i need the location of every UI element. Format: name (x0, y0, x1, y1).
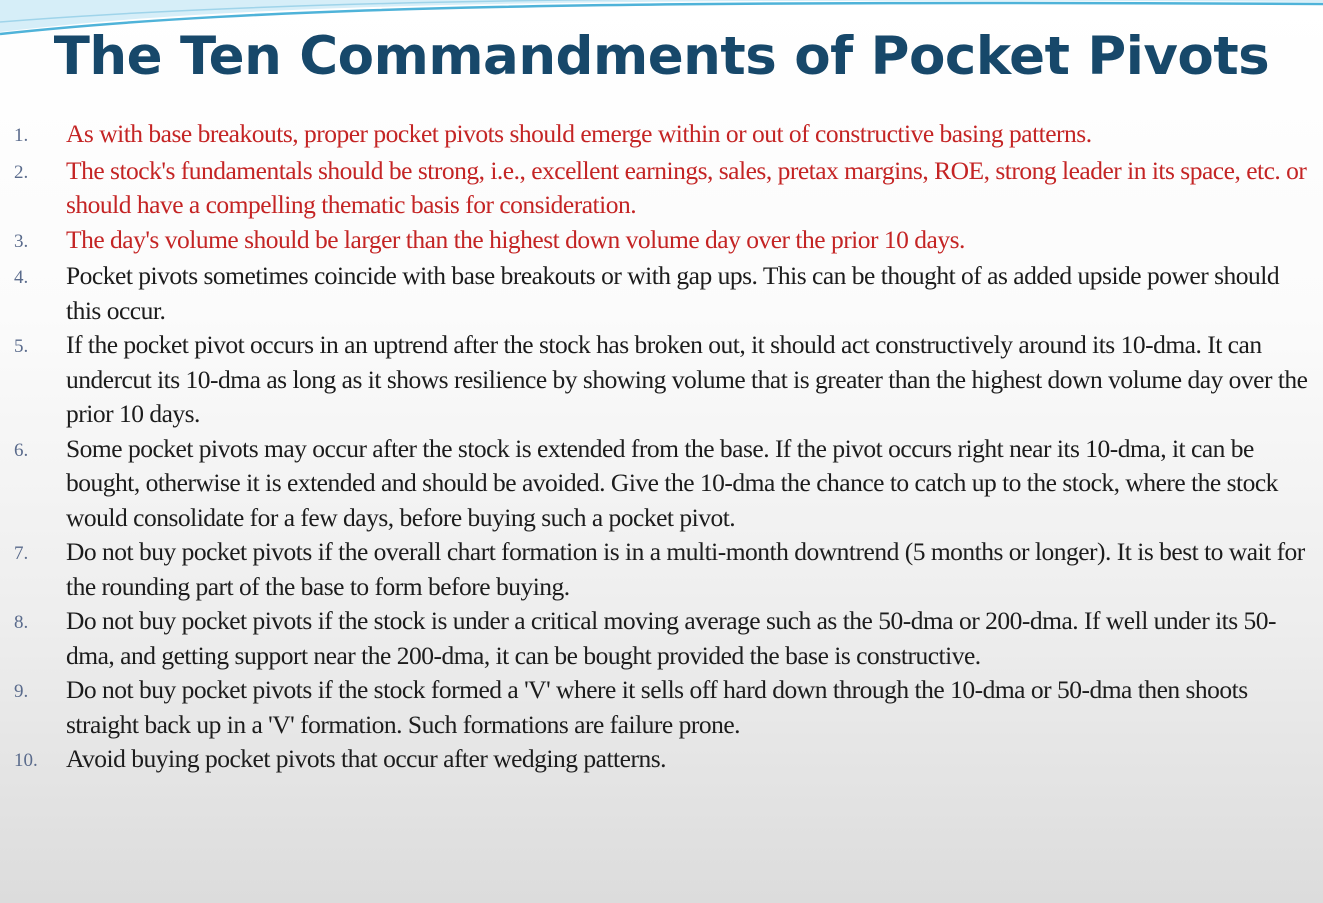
item-text: The day's volume should be larger than the highest down volume day over the prior 10 days. (66, 224, 965, 254)
item-number: 5. (14, 336, 29, 357)
list-item (14, 117, 1316, 154)
list-item (14, 223, 1316, 260)
item-text: Do not buy pocket pivots if the stock formed a 'V' where it sells off hard down through the 10-dma or 50-dma then shoots straight back up in a 'V' formation. Such formations are failure prone. (66, 675, 1248, 739)
page-title: The Ten Commandments of Pocket Pivots (53, 26, 1270, 87)
list-item (14, 259, 1316, 328)
list-item (14, 154, 1316, 223)
item-number: 10. (14, 750, 38, 771)
item-text: Do not buy pocket pivots if the stock is under a critical moving average such as the 50-dma or 200-dma. If well under its 50-dma, and getting support near the 200-dma, it can be bought provided the base is constructive. (66, 606, 1277, 670)
item-number: 6. (14, 439, 29, 461)
list-item (14, 432, 1316, 536)
list-item (14, 673, 1316, 742)
item-number: 3. (14, 230, 29, 252)
item-number: 4. (14, 267, 29, 288)
item-text: Pocket pivots sometimes coincide with base breakouts or with gap ups. This can be thought of as added upside power should this occur. (66, 261, 1280, 325)
item-text: The stock's fundamentals should be strong, i.e., excellent earnings, sales, pretax margins, ROE, strong leader in its space, etc. or should have a compelling thematic basis for consideration. (66, 155, 1307, 219)
item-text: As with base breakouts, proper pocket pivots should emerge within or out of constructive basing patterns. (66, 119, 1092, 148)
list-item (14, 535, 1316, 604)
item-text: Some pocket pivots may occur after the stock is extended from the base. If the pivot occurs right near its 10-dma, it can be bought, otherwise it is extended and should be avoided. Give the 10-dma the chance to catch up to the stock, where the stock would consolidate for a few days, before buying such a pocket pivot. (66, 433, 1278, 532)
item-number: 9. (14, 681, 29, 702)
item-text: Do not buy pocket pivots if the overall chart formation is in a multi-month downtrend (5 months or longer). It is best to wait for the rounding part of the base to form before buying. (66, 537, 1305, 601)
item-number: 1. (14, 125, 29, 146)
item-number: 8. (14, 612, 29, 633)
item-number: 2. (14, 161, 29, 183)
item-number: 7. (14, 543, 29, 564)
commandments-list (14, 117, 1316, 779)
item-text: If the pocket pivot occurs in an uptrend after the stock has broken out, it should act constructively around its 10-dma. It can undercut its 10-dma as long as it shows resilience by showing volume that is greater than the highest down volume day over the prior 10 days. (66, 330, 1308, 428)
list-item (14, 328, 1316, 432)
list-item (14, 604, 1316, 673)
list-item (14, 742, 1316, 779)
item-text: Avoid buying pocket pivots that occur after wedging patterns. (66, 744, 666, 773)
